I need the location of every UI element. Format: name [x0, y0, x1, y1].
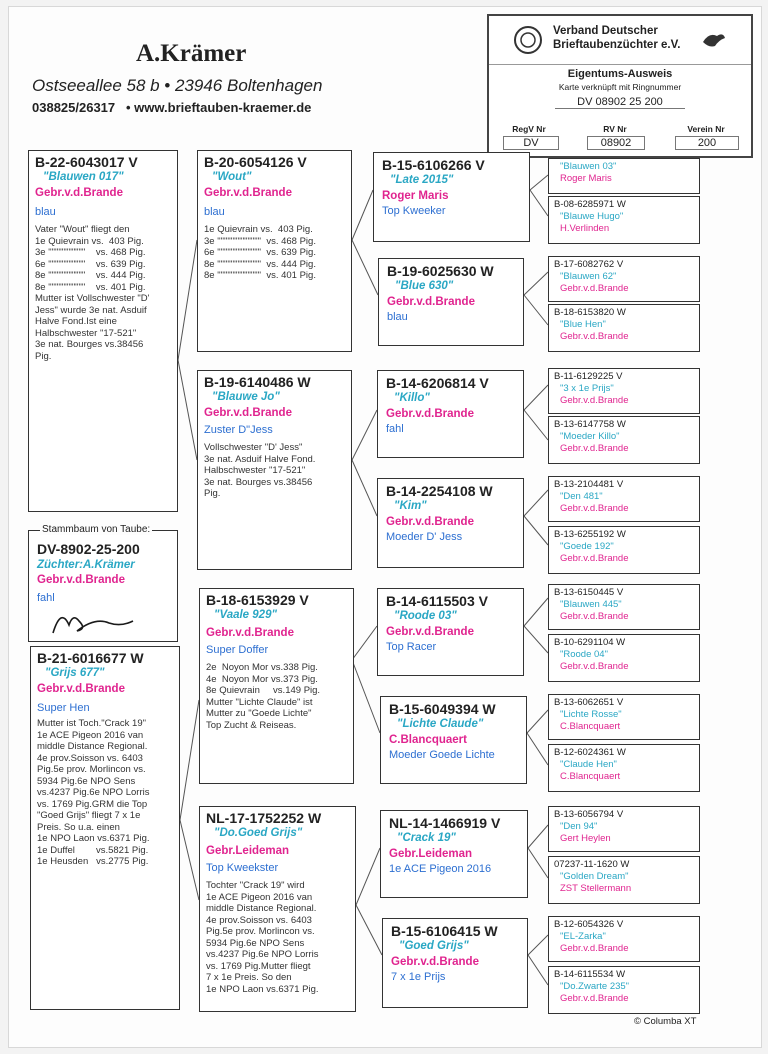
- great-grandparent-box-5: [377, 588, 524, 676]
- breeder: Gebr.v.d.Brande: [560, 331, 629, 342]
- great-grandparent-box-6: [380, 696, 527, 784]
- ancestor-box-14: [548, 856, 700, 904]
- breeder: C.Blancquaert: [560, 721, 621, 732]
- website: • www.brieftauben-kraemer.de: [126, 100, 312, 115]
- pigeon-notes: 2e Noyon Mor vs.338 Pig. 4e Noyon Mor vs.373 Pig. 8e Quievrain vs.149 Pig. Mutter "Lichte Claude" ist Mutter zu "Goede Lichte" Top Zucht & Reiseas.: [206, 662, 321, 731]
- pigeon-info: Top Kweeker: [382, 205, 446, 217]
- pigeon-name: "Goed Grijs": [399, 940, 469, 952]
- rv-value: 08902: [587, 136, 645, 150]
- pigeon-name: "Den 94": [560, 821, 598, 832]
- breeder: C.Blancquaert: [389, 734, 467, 746]
- pigeon-info: Moeder D' Jess: [386, 531, 463, 543]
- pigeon-info: Super Hen: [37, 702, 90, 714]
- pigeon-info: 7 x 1e Prijs: [391, 971, 446, 983]
- breeder: Gebr.Leideman: [389, 848, 473, 860]
- ancestor-box-10: [548, 634, 700, 682]
- pigeon-name: "Crack 19": [397, 832, 456, 844]
- ancestor-box-13: [548, 806, 700, 852]
- ring-number: B-13-2104481 V: [554, 479, 624, 490]
- ancestor-box-11: [548, 694, 700, 740]
- ancestor-box-16: [548, 966, 700, 1014]
- pigeon-name: "Blauwe Hugo": [560, 211, 624, 222]
- breeder: Gebr.v.d.Brande: [560, 661, 629, 672]
- pigeon-info: blau: [204, 206, 225, 218]
- verein-header: Verein Nr: [687, 124, 725, 134]
- regv-value: DV: [503, 136, 559, 150]
- ring-number: B-14-6115534 W: [554, 969, 626, 980]
- subject-box: [28, 530, 178, 642]
- pigeon-info: blau: [35, 206, 56, 218]
- pigeon-name: "Vaale 929": [214, 609, 277, 621]
- pigeon-info: fahl: [386, 423, 404, 435]
- verein-value: 200: [675, 136, 739, 150]
- pigeon-name: "Lichte Claude": [397, 718, 484, 730]
- ring-number: B-10-6291104 W: [554, 637, 626, 648]
- card-ring-number: DV 08902 25 200: [555, 96, 685, 109]
- grandparent-box-1: [197, 150, 352, 352]
- ring-number: B-17-6082762 V: [554, 259, 624, 270]
- ring-number: B-15-6106415 W: [391, 923, 498, 939]
- rv-header: RV Nr: [603, 124, 627, 134]
- dam-box: [30, 646, 180, 1010]
- pigeon-name: "Lichte Rosse": [560, 709, 622, 720]
- grandparent-box-4: [199, 806, 356, 1012]
- ring-number: B-08-6285971 W: [554, 199, 626, 210]
- ring-number: B-15-6106266 V: [382, 157, 485, 173]
- pigeon-name: "Do.Goed Grijs": [214, 827, 303, 839]
- breeder: Gebr.v.d.Brande: [560, 395, 629, 406]
- great-grandparent-box-7: [380, 810, 528, 898]
- ancestor-box-6: [548, 416, 700, 464]
- ring-number: B-14-6206814 V: [386, 375, 489, 391]
- pigeon-info: Top Kweekster: [206, 862, 279, 874]
- subject-caption: Stammbaum von Taube:: [42, 524, 151, 535]
- pigeon-name: "Den 481": [560, 491, 603, 502]
- breeder: Gebr.v.d.Brande: [386, 626, 474, 638]
- breeder: Gebr.v.d.Brande: [560, 611, 629, 622]
- pigeon-name: "Do.Zwarte 235": [560, 981, 630, 992]
- pigeon-info: 1e ACE Pigeon 2016: [389, 863, 492, 875]
- ring-number: B-20-6054126 V: [204, 154, 307, 170]
- ring-number: B-19-6140486 W: [204, 374, 311, 390]
- pigeon-name: "Golden Dream": [560, 871, 629, 882]
- pigeon-name: "Blue Hen": [560, 319, 606, 330]
- great-grandparent-box-2: [378, 258, 524, 346]
- pigeon-name: "Blauwen 03": [560, 161, 617, 172]
- ancestor-box-9: [548, 584, 700, 630]
- pigeon-name: "Blauwen 017": [43, 171, 124, 183]
- association-name: Verband Deutscher Brieftaubenzüchter e.V.: [553, 25, 681, 51]
- breeder: Gebr.v.d.Brande: [204, 187, 292, 199]
- pigeon-name: "Roode 04": [560, 649, 608, 660]
- ring-number: B-14-2254108 W: [386, 483, 493, 499]
- breeder: Gebr.v.d.Brande: [204, 407, 292, 419]
- breeder-name: A.Krämer: [136, 40, 247, 67]
- pigeon-name: "Moeder Killo": [560, 431, 620, 442]
- breeder: Gebr.v.d.Brande: [387, 296, 475, 308]
- ring-number: B-13-6255192 W: [554, 529, 626, 540]
- card-title: Eigentums-Ausweis: [567, 68, 673, 80]
- ancestor-box-3: [548, 256, 700, 302]
- ancestor-box-12: [548, 744, 700, 792]
- great-grandparent-box-8: [382, 918, 528, 1008]
- breeder: Gebr.v.d.Brande: [386, 516, 474, 528]
- grandparent-box-3: [199, 588, 354, 784]
- breeder: Roger Maris: [382, 190, 449, 202]
- pigeon-name: "Killo": [394, 392, 430, 404]
- ring-number: B-13-6056794 V: [554, 809, 624, 820]
- ancestor-box-7: [548, 476, 700, 522]
- pigeon-notes: Vollschwester "D' Jess" 3e nat. Asduif Halve Fond. Halbschwester "17-521" 3e nat. Bourges vs.38456 Pig.: [204, 442, 316, 499]
- ring-number: B-22-6043017 V: [35, 154, 138, 170]
- ring-number: B-13-6062651 V: [554, 697, 624, 708]
- ring-number: B-19-6025630 W: [387, 263, 494, 279]
- pigeon-info: Moeder Goede Lichte: [389, 749, 495, 761]
- ring-number: B-18-6153929 V: [206, 592, 309, 608]
- pigeon-notes: Vater "Wout" fliegt den 1e Quievrain vs. 403 Pig. 3e """"""""""" vs. 468 Pig. 6e """"""""""" vs. 639 Pig. 8e """"""""""" vs. 444 Pig. 8e """"""""""" vs. 401 Pig. Mutter ist Vollschwester "D' Jess" wurde 3e nat. Asduif Halve Fond.Ist eine Halbschwester "17-521" 3e nat. Bourges vs.38456 Pig.: [35, 224, 150, 362]
- pigeon-name: "Roode 03": [394, 610, 457, 622]
- breeder: Gebr.v.d.Brande: [391, 956, 479, 968]
- grandparent-box-2: [197, 370, 352, 570]
- ring-number: B-14-6115503 V: [386, 593, 488, 609]
- breeder: Gebr.v.d.Brande: [560, 443, 629, 454]
- breeder: Gebr.v.d.Brande: [560, 943, 629, 954]
- signature-icon: [47, 603, 137, 639]
- breeder: H.Verlinden: [560, 223, 610, 234]
- subject-owner: Gebr.v.d.Brande: [37, 574, 125, 586]
- pigeon-name: "Goede 192": [560, 541, 614, 552]
- regv-header: RegV Nr: [512, 124, 546, 134]
- breeder: ZST Stellermann: [560, 883, 632, 894]
- pigeon-name: "Kim": [394, 500, 427, 512]
- great-grandparent-box-1: [373, 152, 530, 242]
- breeder: Gebr.v.d.Brande: [560, 283, 629, 294]
- card-subtitle: Karte verknüpft mit Ringnummer: [558, 82, 682, 92]
- ring-number: B-13-6150445 V: [554, 587, 624, 598]
- subject-ring-number: DV-8902-25-200: [37, 541, 140, 557]
- ring-number: 07237-11-1620 W: [554, 859, 630, 870]
- breeder: Gebr.v.d.Brande: [560, 553, 629, 564]
- pigeon-info: Top Racer: [386, 641, 437, 653]
- ancestor-box-4: [548, 304, 700, 352]
- ancestor-box-15: [548, 916, 700, 962]
- subject-color: fahl: [37, 592, 55, 604]
- breeder: Roger Maris: [560, 173, 612, 184]
- pigeon-name: "Claude Hen": [560, 759, 617, 770]
- ancestor-box-5: [548, 368, 700, 414]
- breeder: Gebr.v.d.Brande: [35, 187, 123, 199]
- ring-number: B-12-6024361 W: [554, 747, 626, 758]
- pigeon-name: "Wout": [212, 171, 252, 183]
- pigeon-name: "Blauwe Jo": [212, 391, 280, 403]
- pigeon-notes: Tochter "Crack 19" wird 1e ACE Pigeon 2016 van middle Distance Regional. 4e prov.Soisson vs. 6403 Pig.5e prov. Morlincon vs. 5934 Pig.6e NPO Sens vs.4237 Pig.6e NPO Lorris vs. 1769 Pig.Mutter fliegt 7 x 1e Preis. So den 1e NPO Laon vs.6371 Pig.: [206, 880, 319, 995]
- breeder: Gert Heylen: [560, 833, 611, 844]
- ring-number: B-15-6049394 W: [389, 701, 496, 717]
- pigeon-info: Zuster D"Jess: [204, 424, 273, 436]
- pigeon-notes: 1e Quievrain vs. 403 Pig. 3e """"""""""""" vs. 468 Pig. 6e """"""""""""" vs. 639 Pig. 8e """"""""""""" vs. 444 Pig. 8e """"""""""""" vs. 401 Pig.: [204, 224, 316, 281]
- great-grandparent-box-3: [377, 370, 524, 458]
- pigeon-name: "3 x 1e Prijs": [560, 383, 614, 394]
- ring-number: B-12-6054326 V: [554, 919, 624, 930]
- breeder-address: Ostseeallee 58 b • 23946 Boltenhagen: [32, 76, 323, 95]
- pigeon-name: "Blue 630": [395, 280, 454, 292]
- ring-number: NL-17-1752252 W: [206, 810, 322, 826]
- pigeon-name: "Blauwen 62": [560, 271, 617, 282]
- breeder: Gebr.v.d.Brande: [560, 993, 629, 1004]
- breeder: Gebr.v.d.Brande: [386, 408, 474, 420]
- breeder: C.Blancquaert: [560, 771, 621, 782]
- pigeon-name: "Late 2015": [390, 174, 454, 186]
- pigeon-notes: Mutter ist Toch."Crack 19" 1e ACE Pigeon 2016 van middle Distance Regional. 4e prov.Soisson vs. 6403 Pig.5e prov. Morlincon vs. 5934 Pig.6e NPO Sens vs.4237 Pig.6e NPO Lorris vs. 1769 Pig.GRM die Top "Goed Grijs" fliegt 7 x 1e Preis. So u.a. einen 1e NPO Laon vs.6371 Pig. 1e Duffel vs.5821 Pig. 1e Heusden vs.2775 Pig.: [37, 718, 150, 867]
- pigeon-name: "EL-Zarka": [560, 931, 606, 942]
- ancestor-box-2: [548, 196, 700, 244]
- ring-number: NL-14-1466919 V: [389, 815, 501, 831]
- pigeon-info: blau: [387, 311, 408, 323]
- ring-number: B-21-6016677 W: [37, 650, 144, 666]
- subject-breeder: Züchter:A.Krämer: [37, 559, 135, 571]
- breeder: Gebr.v.d.Brande: [206, 627, 294, 639]
- great-grandparent-box-4: [377, 478, 524, 568]
- ring-number: B-13-6147758 W: [554, 419, 626, 430]
- breeder: Gebr.v.d.Brande: [37, 683, 125, 695]
- pigeon-name: "Grijs 677": [45, 667, 105, 679]
- ring-number: B-11-6129225 V: [554, 371, 623, 382]
- pigeon-name: "Blauwen 445": [560, 599, 622, 610]
- ancestor-box-8: [548, 526, 700, 574]
- footer-copyright: © Columba XT: [634, 1016, 697, 1027]
- ring-number: B-18-6153820 W: [554, 307, 626, 318]
- sire-box: [28, 150, 178, 512]
- breeder: Gebr.Leideman: [206, 845, 290, 857]
- breeder: Gebr.v.d.Brande: [560, 503, 629, 514]
- pigeon-info: Super Doffer: [206, 644, 269, 656]
- ancestor-box-1: [548, 158, 700, 194]
- phone-number: 038825/26317: [32, 100, 116, 115]
